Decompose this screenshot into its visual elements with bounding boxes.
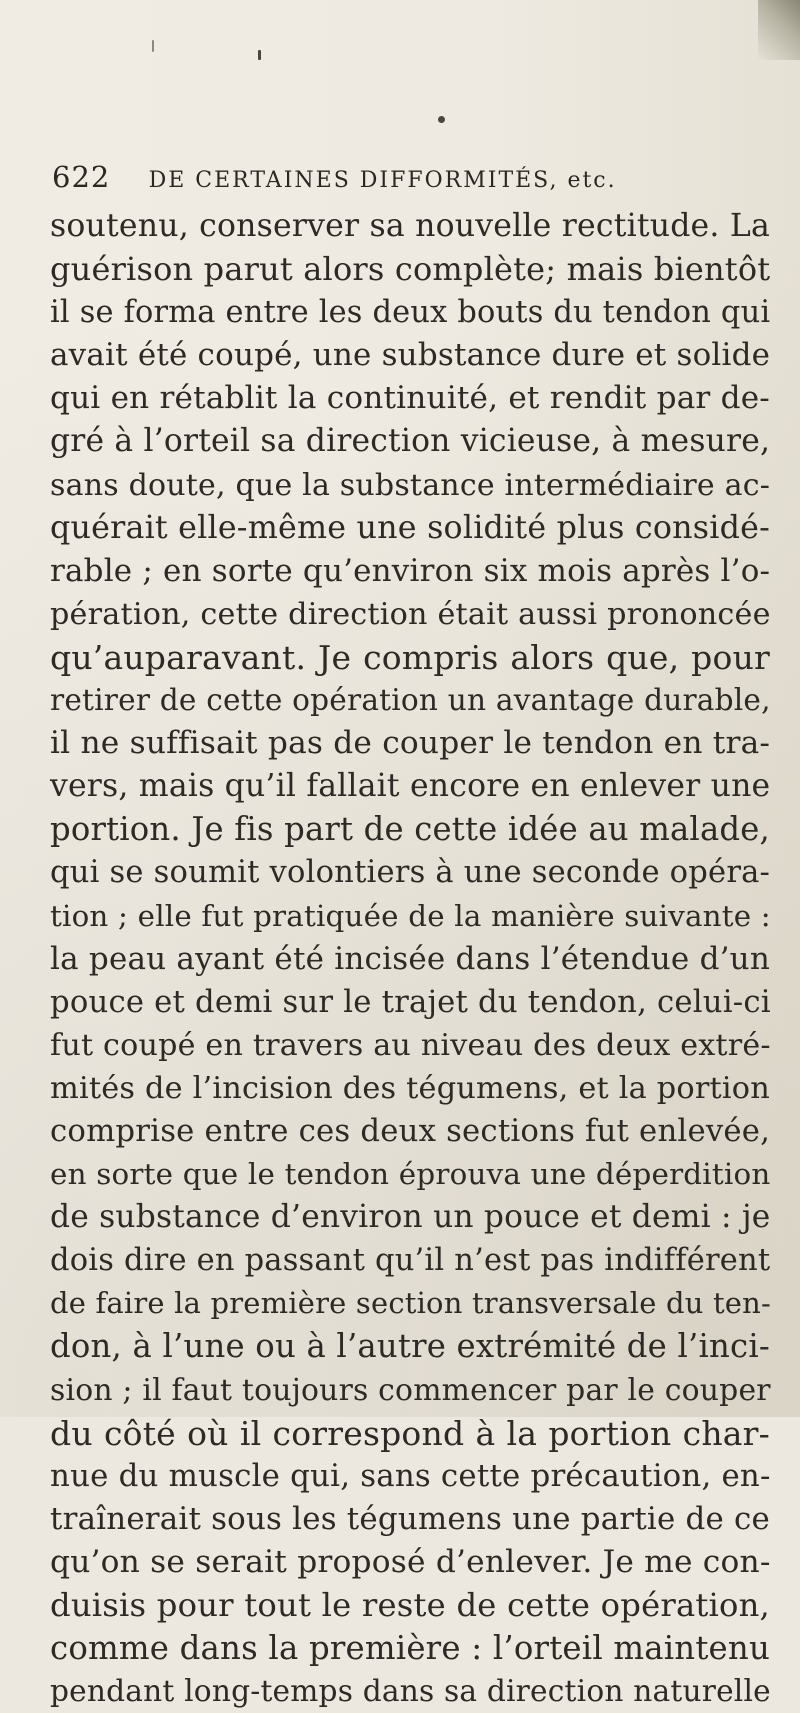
text-line: il se forma entre les deux bouts du tendon qui [50, 295, 771, 331]
text-line: qu’on se serait proposé d’enlever. Je me con- [50, 1543, 771, 1580]
text-line: de substance d’environ un pouce et demi : je [50, 1199, 771, 1236]
text-line: pendant long-temps dans sa direction naturelle [50, 1674, 771, 1709]
text-line: duisis pour tout le reste de cette opération, [50, 1586, 770, 1624]
text-line: traînerait sous les tégumens une partie de ce [50, 1500, 770, 1537]
text-line: qui se soumit volontiers à une seconde opéra- [50, 855, 771, 891]
text-line: guérison parut alors complète; mais bientôt [50, 250, 771, 289]
text-line: don, à l’une ou à l’autre extrémité de l’inci- [50, 1327, 770, 1366]
text-line: la peau ayant été incisée dans l’étendue d’un [50, 940, 770, 977]
text-line: fut coupé en travers au niveau des deux extré- [50, 1027, 771, 1063]
text-line: pouce et demi sur le trajet du tendon, celui-ci [50, 984, 771, 1020]
running-title: DE CERTAINES DIFFORMITÉS, etc. [148, 168, 617, 193]
text-line: qu’auparavant. Je compris alors que, pour [50, 637, 770, 677]
text-line: pération, cette direction était aussi prononcée [50, 596, 771, 632]
page-number: 622 [52, 160, 111, 194]
text-line: gré à l’orteil sa direction vicieuse, à mesure, [50, 423, 771, 460]
body-text [50, 205, 770, 1713]
text-line: mités de l’incision des tégumens, et la portion [50, 1070, 770, 1106]
ink-speck [258, 50, 261, 60]
ink-speck [152, 40, 154, 52]
text-line: retirer de cette opération un avantage durable, [50, 683, 771, 718]
text-line: sans doute, que la substance intermédiaire ac- [50, 467, 771, 503]
text-line: dois dire en passant qu’il n’est pas indifférent [50, 1243, 771, 1279]
text-line: rable ; en sorte qu’environ six mois après l’o- [50, 552, 771, 589]
text-line: il ne suffisait pas de couper le tendon en tra- [50, 725, 771, 762]
page-header [52, 160, 617, 194]
ink-speck [438, 116, 445, 123]
text-line: quérait elle-même une solidité plus considé- [50, 509, 770, 546]
page-corner-shadow [758, 0, 800, 60]
text-line: comme dans la première : l’orteil maintenu [50, 1629, 770, 1668]
text-line: du côté où il correspond à la portion char- [50, 1413, 770, 1453]
text-line: nue du muscle qui, sans cette précaution, en- [50, 1457, 771, 1494]
text-line: de faire la première section transversale du ten- [50, 1286, 771, 1321]
text-line: en sorte que le tendon éprouva une déperdition [50, 1157, 771, 1192]
text-line: portion. Je fis part de cette idée au malade, [50, 810, 770, 849]
text-line: soutenu, conserver sa nouvelle rectitude. La [50, 208, 770, 244]
text-line: tion ; elle fut pratiquée de la manière suivante : [50, 898, 771, 933]
text-line: vers, mais qu’il fallait encore en enlever une [50, 768, 771, 805]
text-line: sion ; il faut toujours commencer par le couper [50, 1372, 771, 1408]
text-line: avait été coupé, une substance dure et solide [50, 337, 771, 374]
text-line: comprise entre ces deux sections fut enlevée, [50, 1112, 771, 1149]
text-line: qui en rétablit la continuité, et rendit par de- [50, 380, 770, 417]
